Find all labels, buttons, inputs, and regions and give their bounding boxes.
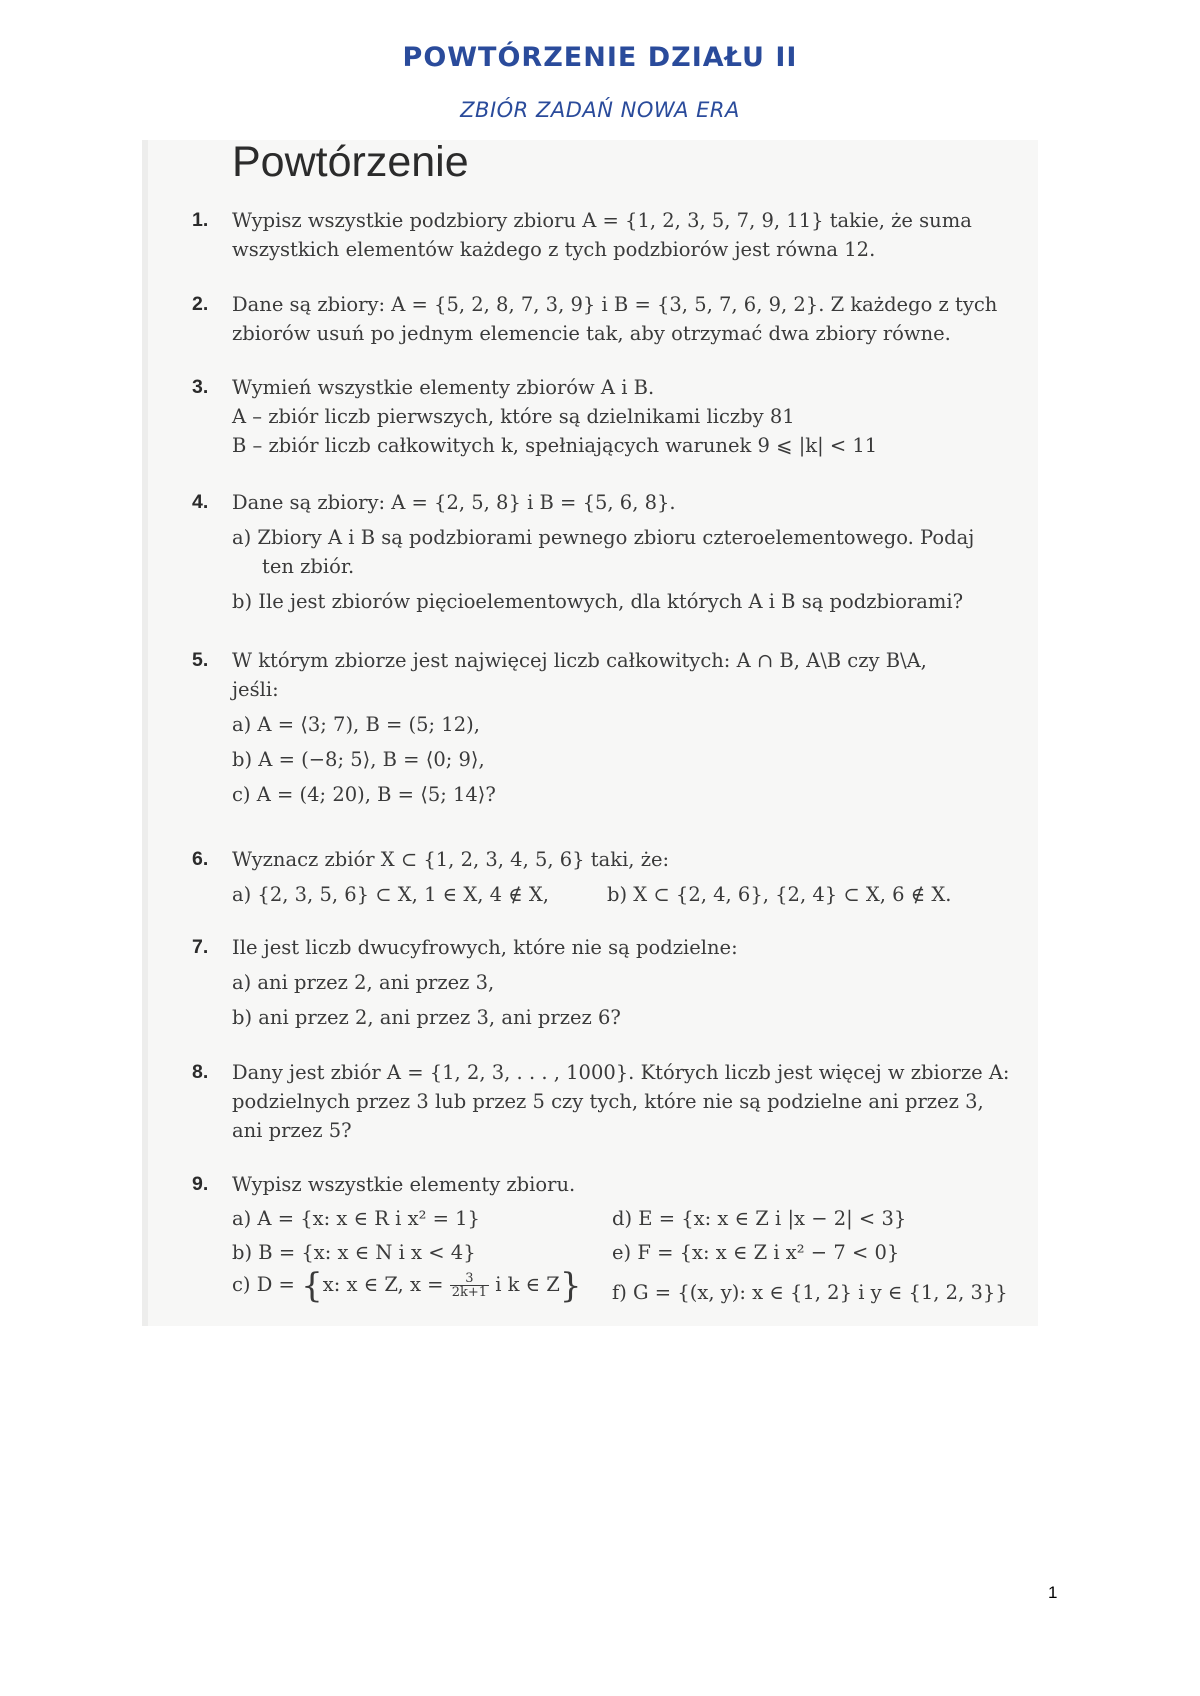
task-text: Ile jest liczb dwucyfrowych, które nie są podzielne: xyxy=(232,936,738,959)
task-number: 9. xyxy=(192,1173,209,1195)
subtask-f: f) G = {(x, y): x ∈ {1, 2} i y ∈ {1, 2, 3}} xyxy=(612,1281,1008,1304)
task-6 xyxy=(192,845,1012,909)
task-number: 2. xyxy=(192,293,209,315)
task-text: ani przez 5? xyxy=(232,1119,352,1142)
scan-edge xyxy=(142,140,148,1326)
task-2 xyxy=(192,290,1012,348)
fraction-numerator: 3 xyxy=(450,1272,489,1286)
task-text: jeśli: xyxy=(232,678,279,701)
subtask-b: b) Ile jest zbiorów pięcioelementowych, dla których A i B są podzbiorami? xyxy=(232,590,964,613)
subtask-b: b) A = (−8; 5⟩, B = ⟨0; 9⟩, xyxy=(232,748,485,771)
fraction xyxy=(450,1272,489,1299)
subtask-a: a) A = ⟨3; 7), B = (5; 12), xyxy=(232,713,480,736)
task-number: 7. xyxy=(192,936,209,958)
subtask-c xyxy=(232,1266,612,1307)
task-number: 5. xyxy=(192,649,209,671)
task-text: podzielnych przez 3 lub przez 5 czy tych, które nie są podzielne ani przez 3, xyxy=(232,1090,984,1113)
task-8 xyxy=(192,1058,1012,1145)
subtask-e: e) F = {x: x ∈ Z i x² − 7 < 0} xyxy=(612,1241,900,1264)
task-number: 1. xyxy=(192,209,209,231)
task-4 xyxy=(192,488,1012,616)
task-5 xyxy=(192,646,1012,809)
task-text: Wymień wszystkie elementy zbiorów A i B. xyxy=(232,376,655,399)
task-3 xyxy=(192,373,1012,460)
task-text: Dane są zbiory: A = {2, 5, 8} i B = {5, 6, 8}. xyxy=(232,491,676,514)
subtask-a: a) Zbiory A i B są podzbiorami pewnego zbioru czteroelementowego. Podaj xyxy=(232,526,975,549)
subtask-c-prefix: c) D = xyxy=(232,1273,295,1296)
right-brace: } xyxy=(559,1266,582,1306)
left-brace: { xyxy=(301,1266,323,1306)
task-number: 8. xyxy=(192,1061,209,1083)
subtask-b: b) X ⊂ {2, 4, 6}, {2, 4} ⊂ X, 6 ∉ X. xyxy=(607,883,952,906)
subtask-a-cont: ten zbiór. xyxy=(262,555,355,578)
subtask-b: b) ani przez 2, ani przez 3, ani przez 6? xyxy=(232,1006,621,1029)
fraction-denominator: 2k+1 xyxy=(451,1285,487,1300)
task-7 xyxy=(192,933,1012,1032)
section-title: Powtórzenie xyxy=(232,138,469,186)
subtask-c: c) A = (4; 20), B = ⟨5; 14⟩? xyxy=(232,783,496,806)
page-number: 1 xyxy=(1048,1583,1058,1602)
task-number: 3. xyxy=(192,376,209,398)
task-9 xyxy=(192,1170,1012,1307)
task-text: Dany jest zbiór A = {1, 2, 3, . . . , 1000}. Których liczb jest więcej w zbiorze A: xyxy=(232,1061,1010,1084)
task-text: wszystkich elementów każdego z tych podzbiorów jest równa 12. xyxy=(232,238,876,261)
subtask-c-condition: x: x ∈ Z, x = xyxy=(322,1273,444,1296)
task-text: Wypisz wszystkie podzbiory zbioru A = {1, 2, 3, 5, 7, 9, 11} takie, że suma xyxy=(232,209,972,232)
subtask-a: a) {2, 3, 5, 6} ⊂ X, 1 ∈ X, 4 ∉ X, xyxy=(232,883,549,906)
header-subtitle: ZBIÓR ZADAŃ NOWA ERA xyxy=(460,98,740,122)
task-text: zbiorów usuń po jednym elemencie tak, aby otrzymać dwa zbiory równe. xyxy=(232,322,951,345)
subtask-b: b) B = {x: x ∈ N i x < 4} xyxy=(232,1241,476,1264)
header-title: POWTÓRZENIE DZIAŁU II xyxy=(402,42,798,73)
task-1 xyxy=(192,206,1012,264)
task-text: B – zbiór liczb całkowitych k, spełniających warunek 9 ⩽ |k| < 11 xyxy=(232,434,878,457)
task-text: A – zbiór liczb pierwszych, które są dzielnikami liczby 81 xyxy=(232,405,795,428)
task-text: Dane są zbiory: A = {5, 2, 8, 7, 3, 9} i B = {3, 5, 7, 6, 9, 2}. Z każdego z tych xyxy=(232,293,998,316)
task-text: Wyznacz zbiór X ⊂ {1, 2, 3, 4, 5, 6} taki, że: xyxy=(232,848,670,871)
subtask-a: a) ani przez 2, ani przez 3, xyxy=(232,971,495,994)
task-number: 6. xyxy=(192,848,209,870)
task-text: W którym zbiorze jest najwięcej liczb całkowitych: A ∩ B, A\B czy B\A, xyxy=(232,649,927,672)
task-number: 4. xyxy=(192,491,209,513)
task-text: Wypisz wszystkie elementy zbioru. xyxy=(232,1173,576,1196)
subtask-c-suffix: i k ∈ Z xyxy=(495,1273,560,1296)
subtask-a: a) A = {x: x ∈ R i x² = 1} xyxy=(232,1207,480,1230)
subtask-d: d) E = {x: x ∈ Z i |x − 2| < 3} xyxy=(612,1207,907,1230)
